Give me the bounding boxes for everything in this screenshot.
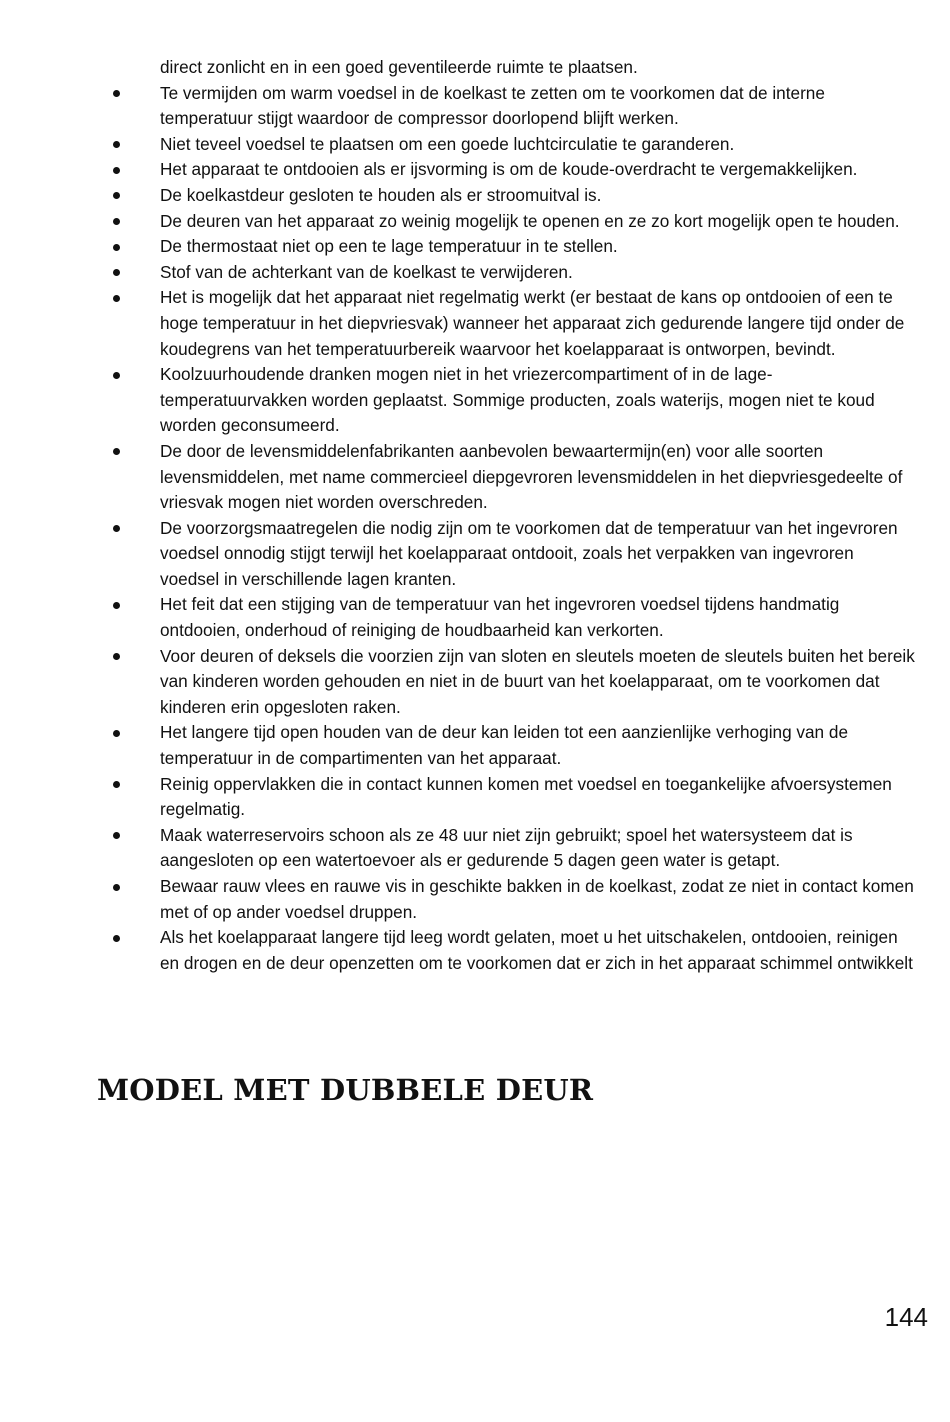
bullet-dot-icon	[113, 832, 120, 839]
bullet-text: Te vermijden om warm voedsel in de koelkast te zetten om te voorkomen dat de interne temperatuur stijgt waardoor de compressor doorlopend blijft werken.	[160, 82, 825, 129]
bullet-text: Bewaar rauw vlees en rauwe vis in geschikte bakken in de koelkast, zodat ze niet in contact komen met of op ander voedsel druppen.	[160, 876, 914, 922]
bullet-item	[0, 132, 950, 158]
bullet-text: De koelkastdeur gesloten te houden als er stroomuitval is.	[160, 184, 602, 205]
bullet-dot-icon	[113, 448, 120, 455]
bullet-text: Het feit dat een stijging van de temperatuur van het ingevroren voedsel tijdens handmatig ontdooien, onderhoud of reiniging de houdbaarheid kan verkorten.	[160, 594, 840, 641]
bullet-dot-icon	[113, 295, 120, 302]
bullet-item	[0, 823, 950, 874]
bullet-text: Stof van de achterkant van de koelkast te verwijderen.	[160, 261, 573, 282]
bullet-dot-icon	[113, 141, 120, 148]
bullet-item	[0, 183, 950, 209]
bullet-dot-icon	[113, 653, 120, 660]
bullet-dot-icon	[113, 884, 120, 891]
bullet-item	[0, 234, 950, 260]
bullet-dot-icon	[113, 218, 120, 225]
bullet-item	[0, 439, 950, 516]
bullet-item	[0, 874, 950, 925]
continuation-text: direct zonlicht en in een goed geventileerde ruimte te plaatsen.	[160, 57, 638, 77]
bullet-dot-icon	[113, 90, 120, 97]
bullet-text: De voorzorgsmaatregelen die nodig zijn om te voorkomen dat de temperatuur van het ingevroren voedsel onnodig stijgt terwijl het koelapparaat ontdooit, zoals het verpakken van ingevroren voedsel in verschillende lagen kranten.	[160, 517, 898, 589]
bullet-text: De deuren van het apparaat zo weinig mogelijk te openen en ze zo kort mogelijk open te houden.	[160, 210, 900, 231]
bullet-dot-icon	[113, 244, 120, 251]
bullet-dot-icon	[113, 167, 120, 174]
bullet-item	[0, 260, 950, 286]
bullet-dot-icon	[113, 525, 120, 532]
bullet-item	[0, 285, 950, 362]
bullet-dot-icon	[113, 730, 120, 737]
bullet-dot-icon	[113, 781, 120, 788]
bullet-text: Koolzuurhoudende dranken mogen niet in het vriezercompartiment of in de lage-temperatuurvakken worden geplaatst. Sommige producten, zoals waterijs, mogen niet te koud worden geconsumeerd.	[160, 364, 875, 436]
bullet-item	[0, 925, 950, 976]
bullet-dot-icon	[113, 372, 120, 379]
bullet-dot-icon	[113, 935, 120, 942]
page-number: 144	[884, 1302, 928, 1332]
bullet-item	[0, 209, 950, 235]
bullet-dot-icon	[113, 269, 120, 276]
bullet-item	[0, 81, 950, 132]
bullet-text: Het is mogelijk dat het apparaat niet regelmatig werkt (er bestaat de kans op ontdooien of een te hoge temperatuur in het diepvriesvak) wanneer het apparaat zich gedurende langere tijd onder de koudegrens van het temperatuurbereik waarvoor het koelapparaat is ontworpen, bevindt.	[160, 287, 905, 359]
bullet-list	[0, 81, 950, 977]
bullet-text: De door de levensmiddelenfabrikanten aanbevolen bewaartermijn(en) voor alle soorten levensmiddelen, met name commercieel diepgevroren levensmiddelen in het diepvriesgedeelte of vriesvak mogen niet worden overschreden.	[160, 440, 903, 513]
section-heading: MODEL MET DUBBELE DEUR	[97, 1073, 594, 1107]
bullet-text: Maak waterreservoirs schoon als ze 48 uur niet zijn gebruikt; spoel het watersysteem dat is aangesloten op een watertoevoer als er gedurende 5 dagen geen water is getapt.	[160, 824, 853, 871]
bullet-text: Het langere tijd open houden van de deur kan leiden tot een aanzienlijke verhoging van de temperatuur in de compartimenten van het apparaat.	[160, 722, 849, 769]
bullet-text: Reinig oppervlakken die in contact kunnen komen met voedsel en toegankelijke afvoersystemen regelmatig.	[160, 773, 892, 820]
bullet-item	[0, 592, 950, 643]
bullet-dot-icon	[113, 602, 120, 609]
bullet-item	[0, 720, 950, 771]
bullet-text: Niet teveel voedsel te plaatsen om een goede luchtcirculatie te garanderen.	[160, 133, 735, 154]
bullet-item	[0, 516, 950, 593]
bullet-text: De thermostaat niet op een te lage temperatuur in te stellen.	[160, 236, 618, 257]
bullet-text: Het apparaat te ontdooien als er ijsvorming is om de koude-overdracht te vergemakkelijken.	[160, 159, 858, 180]
bullet-item	[0, 362, 950, 439]
bullet-dot-icon	[113, 192, 120, 199]
bullet-item	[0, 772, 950, 823]
bullet-text: Als het koelapparaat langere tijd leeg wordt gelaten, moet u het uitschakelen, ontdooien, reinigen en drogen en de deur openzetten om te voorkomen dat er zich in het apparaat schimmel ontwikkelt	[160, 927, 913, 973]
bullet-text: Voor deuren of deksels die voorzien zijn van sloten en sleutels moeten de sleutels buiten het bereik van kinderen worden gehouden en niet in de buurt van het koelapparaat, om te voorkomen dat kinderen erin opgesloten raken.	[160, 645, 915, 717]
bullet-item	[0, 157, 950, 183]
bullet-item	[0, 644, 950, 721]
